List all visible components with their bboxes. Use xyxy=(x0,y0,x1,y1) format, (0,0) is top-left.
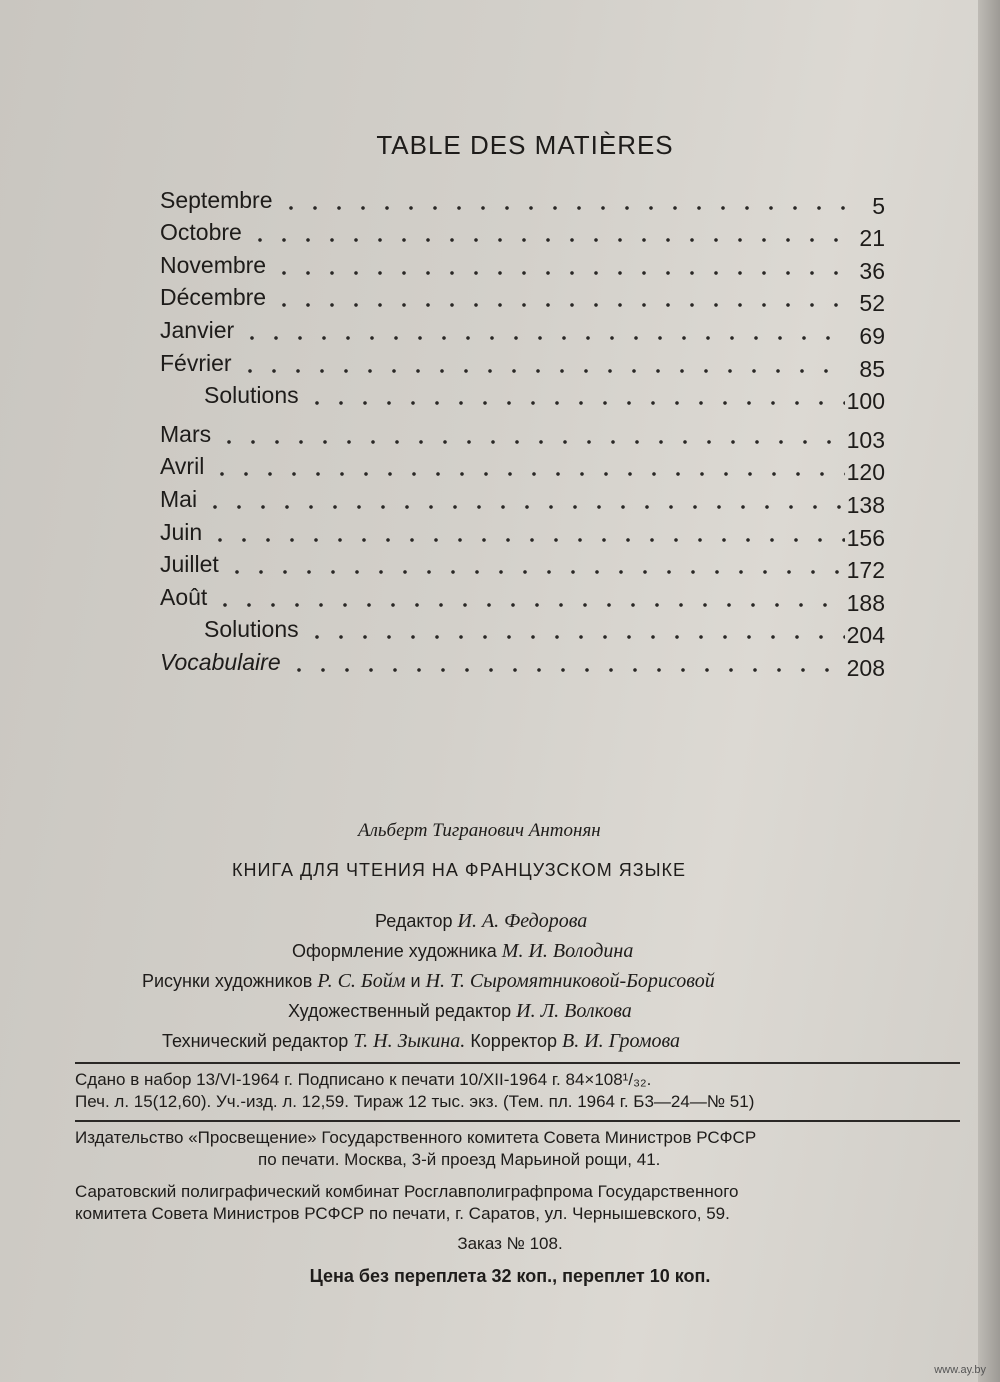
printer-line: Саратовский полиграфический комбинат Росглавполиграфпрома Государственного xyxy=(75,1182,739,1201)
toc-entry-label: Juillet xyxy=(160,551,219,578)
dot-leader xyxy=(203,498,845,512)
order-number: Заказ № 108. xyxy=(457,1234,563,1253)
dot-leader xyxy=(213,596,845,610)
toc-entry xyxy=(160,512,885,551)
credit-name: М. И. Володина xyxy=(501,940,634,962)
divider xyxy=(75,1120,960,1122)
dot-leader xyxy=(305,394,845,408)
toc-entry-page: 120 xyxy=(846,459,885,486)
toc-entry-page: 5 xyxy=(872,192,885,219)
credit-role: Рисунки художников xyxy=(142,971,313,991)
toc-entry xyxy=(160,343,885,382)
toc-entry-label: Avril xyxy=(160,453,205,480)
toc-entry-label: Vocabulaire xyxy=(160,648,281,675)
print-info-line: Печ. л. 15(12,60). Уч.-изд. л. 12,59. Тираж 12 тыс. экз. (Тем. пл. 1964 г. Б3—24—№ 51) xyxy=(75,1092,755,1111)
toc-entry xyxy=(160,447,885,486)
toc-entry-label: Mai xyxy=(160,485,198,512)
dot-leader xyxy=(217,433,845,447)
price-line: Цена без переплета 32 коп., переплет 10 коп. xyxy=(309,1266,711,1286)
printer-line: комитета Совета Министров РСФСР по печати, г. Саратов, ул. Чернышевского, 59. xyxy=(75,1204,730,1223)
dot-leader xyxy=(210,465,845,479)
dot-leader xyxy=(225,563,845,577)
toc-entry-label: Août xyxy=(160,583,208,610)
author-name: Альберт Тигранович Антонян xyxy=(358,820,601,841)
toc-entry xyxy=(160,642,885,681)
dot-leader xyxy=(272,296,845,310)
toc-entry-label: Novembre xyxy=(160,251,267,278)
toc-entry-label: Décembre xyxy=(160,284,267,311)
credit-editor xyxy=(375,910,587,933)
print-info-line: Сдано в набор 13/VI-1964 г. Подписано к печати 10/XII-1964 г. 84×108¹/₃₂. xyxy=(75,1070,652,1089)
credit-art-editor xyxy=(288,1000,632,1023)
toc-entry xyxy=(160,310,885,349)
credit-designer xyxy=(292,940,633,963)
toc-entry xyxy=(160,278,885,317)
toc-entry xyxy=(160,245,885,284)
book-title: КНИГА ДЛЯ ЧТЕНИЯ НА ФРАНЦУЗСКОМ ЯЗЫКЕ xyxy=(232,860,687,880)
toc-entry-label: Juin xyxy=(160,518,203,545)
toc-entry xyxy=(160,180,885,219)
toc-entry-page: 156 xyxy=(846,524,885,551)
toc-entry xyxy=(160,610,885,649)
dot-leader xyxy=(287,661,845,675)
toc-entry-page: 21 xyxy=(859,225,885,252)
credit-name: В. И. Громова xyxy=(562,1030,681,1052)
toc-entry xyxy=(160,577,885,616)
publisher-line: Издательство «Просвещение» Государственного комитета Совета Министров РСФСР xyxy=(75,1128,757,1147)
dot-leader xyxy=(279,199,845,213)
toc-entry-label: Solutions xyxy=(204,382,299,409)
toc-entry-page: 103 xyxy=(846,426,885,453)
toc-entry-label: Janvier xyxy=(160,316,235,343)
toc-entry-page: 204 xyxy=(846,622,885,649)
page-edge xyxy=(978,0,1000,1382)
toc-entry-page: 52 xyxy=(859,290,885,317)
toc-entry xyxy=(160,414,885,453)
toc-entry-page: 36 xyxy=(859,257,885,284)
credit-role: Корректор xyxy=(470,1031,557,1051)
toc-entry xyxy=(160,376,885,415)
credit-joiner: и xyxy=(410,971,421,991)
toc-title: TABLE DES MATIÈRES xyxy=(376,130,674,160)
toc-entry xyxy=(160,479,885,518)
credit-name: Р. С. Бойм xyxy=(317,970,406,992)
credit-role: Художественный редактор xyxy=(288,1001,512,1021)
dot-leader xyxy=(208,531,845,545)
dot-leader xyxy=(305,628,845,642)
toc-entry-page: 85 xyxy=(859,355,885,382)
credit-role: Оформление художника xyxy=(292,941,497,961)
credit-name: Н. Т. Сыромятниковой-Борисовой xyxy=(425,970,715,992)
dot-leader xyxy=(248,231,845,245)
dot-leader xyxy=(272,264,845,278)
table-of-contents xyxy=(160,180,885,681)
credit-name: Т. Н. Зыкина. xyxy=(353,1030,466,1052)
toc-entry-label: Octobre xyxy=(160,219,242,246)
credit-illustrators xyxy=(142,970,715,993)
publisher-line: по печати. Москва, 3-й проезд Марьиной рощи, 41. xyxy=(258,1150,661,1169)
toc-entry-page: 138 xyxy=(846,491,885,518)
credit-name: И. Л. Волкова xyxy=(516,1000,632,1022)
watermark: www.ay.by xyxy=(934,1364,986,1376)
toc-entry-page: 188 xyxy=(846,589,885,616)
toc-entry-label: Septembre xyxy=(160,186,273,213)
toc-entry-label: Mars xyxy=(160,420,212,447)
credit-role: Технический редактор xyxy=(162,1031,349,1051)
dot-leader xyxy=(240,329,845,343)
toc-entry-page: 69 xyxy=(859,322,885,349)
dot-leader xyxy=(238,362,845,376)
credit-name: И. А. Федорова xyxy=(457,910,588,932)
toc-entry xyxy=(160,213,885,252)
toc-entry xyxy=(160,545,885,584)
credit-tech-editor xyxy=(162,1030,680,1053)
toc-entry-page: 100 xyxy=(846,388,885,415)
divider xyxy=(75,1062,960,1064)
credit-role: Редактор xyxy=(375,911,453,931)
toc-entry-label: Février xyxy=(160,349,232,376)
toc-entry-page: 208 xyxy=(846,654,885,681)
toc-entry-label: Solutions xyxy=(204,616,299,643)
toc-entry-page: 172 xyxy=(846,557,885,584)
